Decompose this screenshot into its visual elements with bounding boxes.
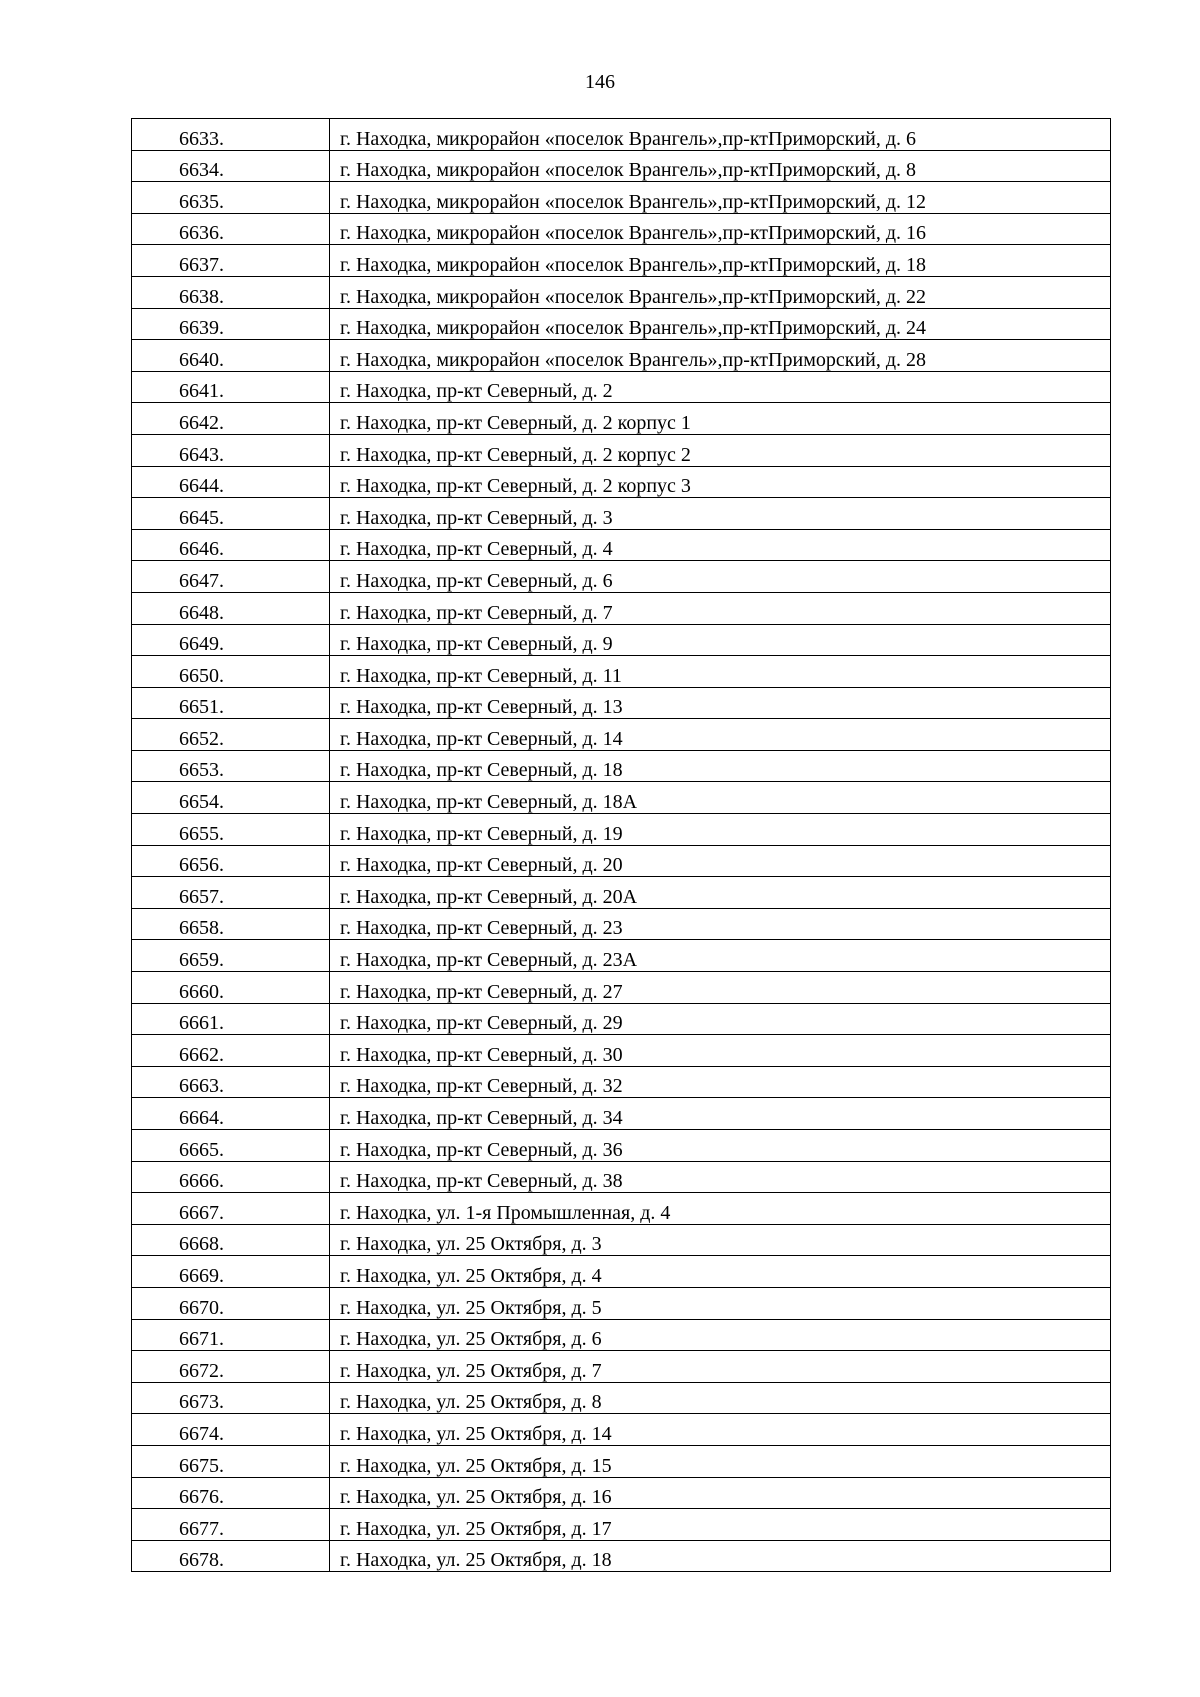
address-cell: г. Находка, пр-кт Северный, д. 2 [330, 371, 1111, 403]
table-row [132, 561, 1111, 593]
table-row [132, 150, 1111, 182]
row-number-cell: 6641. [132, 371, 330, 403]
address-cell: г. Находка, микрорайон «поселок Врангель»,пр-ктПриморский, д. 24 [330, 308, 1111, 340]
table-row [132, 782, 1111, 814]
row-number-cell: 6638. [132, 276, 330, 308]
address-cell: г. Находка, ул. 25 Октября, д. 4 [330, 1256, 1111, 1288]
address-cell: г. Находка, пр-кт Северный, д. 20 [330, 845, 1111, 877]
address-cell: г. Находка, пр-кт Северный, д. 29 [330, 1003, 1111, 1035]
row-number-cell: 6651. [132, 687, 330, 719]
table-row [132, 877, 1111, 909]
address-cell: г. Находка, ул. 25 Октября, д. 17 [330, 1509, 1111, 1541]
row-number-cell: 6650. [132, 656, 330, 688]
row-number-cell: 6661. [132, 1003, 330, 1035]
table-row [132, 1193, 1111, 1225]
row-number-cell: 6646. [132, 529, 330, 561]
row-number-cell: 6672. [132, 1351, 330, 1383]
row-number-cell: 6649. [132, 624, 330, 656]
table-row [132, 972, 1111, 1004]
table-row [132, 719, 1111, 751]
table-row [132, 1256, 1111, 1288]
row-number-cell: 6654. [132, 782, 330, 814]
address-cell: г. Находка, пр-кт Северный, д. 9 [330, 624, 1111, 656]
address-cell: г. Находка, ул. 25 Октября, д. 3 [330, 1224, 1111, 1256]
address-cell: г. Находка, пр-кт Северный, д. 30 [330, 1035, 1111, 1067]
table-row [132, 308, 1111, 340]
row-number-cell: 6642. [132, 403, 330, 435]
row-number-cell: 6647. [132, 561, 330, 593]
row-number-cell: 6673. [132, 1382, 330, 1414]
row-number-cell: 6656. [132, 845, 330, 877]
row-number-cell: 6678. [132, 1540, 330, 1572]
row-number-cell: 6665. [132, 1130, 330, 1162]
table-row [132, 1445, 1111, 1477]
table-row [132, 1161, 1111, 1193]
address-cell: г. Находка, пр-кт Северный, д. 14 [330, 719, 1111, 751]
address-cell: г. Находка, пр-кт Северный, д. 18 [330, 750, 1111, 782]
address-cell: г. Находка, пр-кт Северный, д. 6 [330, 561, 1111, 593]
row-number-cell: 6653. [132, 750, 330, 782]
row-number-cell: 6675. [132, 1445, 330, 1477]
table-row [132, 1540, 1111, 1572]
table-row [132, 1098, 1111, 1130]
address-cell: г. Находка, пр-кт Северный, д. 2 корпус 3 [330, 466, 1111, 498]
page-number: 146 [585, 71, 615, 93]
table-row [132, 1509, 1111, 1541]
row-number-cell: 6652. [132, 719, 330, 751]
table-row [132, 529, 1111, 561]
table-row [132, 498, 1111, 530]
table-row [132, 1224, 1111, 1256]
row-number-cell: 6670. [132, 1287, 330, 1319]
row-number-cell: 6662. [132, 1035, 330, 1067]
address-cell: г. Находка, ул. 25 Октября, д. 6 [330, 1319, 1111, 1351]
table-row [132, 656, 1111, 688]
address-cell: г. Находка, микрорайон «поселок Врангель»,пр-ктПриморский, д. 22 [330, 276, 1111, 308]
table-row [132, 213, 1111, 245]
address-cell: г. Находка, ул. 1-я Промышленная, д. 4 [330, 1193, 1111, 1225]
table-row [132, 592, 1111, 624]
address-cell: г. Находка, ул. 25 Октября, д. 14 [330, 1414, 1111, 1446]
row-number-cell: 6645. [132, 498, 330, 530]
table-row [132, 814, 1111, 846]
row-number-cell: 6663. [132, 1066, 330, 1098]
table-row [132, 340, 1111, 372]
row-number-cell: 6637. [132, 245, 330, 277]
table-row [132, 245, 1111, 277]
row-number-cell: 6634. [132, 150, 330, 182]
table-row [132, 371, 1111, 403]
table-row [132, 1414, 1111, 1446]
row-number-cell: 6655. [132, 814, 330, 846]
address-table [131, 118, 1111, 1572]
address-cell: г. Находка, пр-кт Северный, д. 2 корпус 2 [330, 434, 1111, 466]
address-cell: г. Находка, пр-кт Северный, д. 32 [330, 1066, 1111, 1098]
address-cell: г. Находка, ул. 25 Октября, д. 7 [330, 1351, 1111, 1383]
table-row [132, 276, 1111, 308]
table-row [132, 940, 1111, 972]
address-cell: г. Находка, пр-кт Северный, д. 3 [330, 498, 1111, 530]
row-number-cell: 6644. [132, 466, 330, 498]
table-row [132, 1287, 1111, 1319]
table-row [132, 1477, 1111, 1509]
table-row [132, 119, 1111, 151]
address-cell: г. Находка, пр-кт Северный, д. 20А [330, 877, 1111, 909]
address-cell: г. Находка, пр-кт Северный, д. 27 [330, 972, 1111, 1004]
address-cell: г. Находка, микрорайон «поселок Врангель»,пр-ктПриморский, д. 28 [330, 340, 1111, 372]
table-row [132, 1382, 1111, 1414]
address-cell: г. Находка, микрорайон «поселок Врангель»,пр-ктПриморский, д. 8 [330, 150, 1111, 182]
address-cell: г. Находка, пр-кт Северный, д. 19 [330, 814, 1111, 846]
row-number-cell: 6674. [132, 1414, 330, 1446]
address-cell: г. Находка, пр-кт Северный, д. 13 [330, 687, 1111, 719]
address-table-body [132, 119, 1111, 1572]
address-cell: г. Находка, микрорайон «поселок Врангель»,пр-ктПриморский, д. 18 [330, 245, 1111, 277]
row-number-cell: 6676. [132, 1477, 330, 1509]
address-cell: г. Находка, ул. 25 Октября, д. 16 [330, 1477, 1111, 1509]
address-cell: г. Находка, ул. 25 Октября, д. 15 [330, 1445, 1111, 1477]
table-row [132, 1003, 1111, 1035]
table-row [132, 182, 1111, 214]
address-cell: г. Находка, пр-кт Северный, д. 34 [330, 1098, 1111, 1130]
row-number-cell: 6668. [132, 1224, 330, 1256]
row-number-cell: 6648. [132, 592, 330, 624]
row-number-cell: 6677. [132, 1509, 330, 1541]
address-cell: г. Находка, микрорайон «поселок Врангель»,пр-ктПриморский, д. 12 [330, 182, 1111, 214]
row-number-cell: 6659. [132, 940, 330, 972]
table-row [132, 1130, 1111, 1162]
address-cell: г. Находка, микрорайон «поселок Врангель»,пр-ктПриморский, д. 16 [330, 213, 1111, 245]
row-number-cell: 6671. [132, 1319, 330, 1351]
table-row [132, 434, 1111, 466]
address-cell: г. Находка, пр-кт Северный, д. 36 [330, 1130, 1111, 1162]
address-cell: г. Находка, пр-кт Северный, д. 23А [330, 940, 1111, 972]
table-row [132, 466, 1111, 498]
address-cell: г. Находка, пр-кт Северный, д. 4 [330, 529, 1111, 561]
table-row [132, 750, 1111, 782]
address-cell: г. Находка, пр-кт Северный, д. 11 [330, 656, 1111, 688]
table-row [132, 1035, 1111, 1067]
row-number-cell: 6640. [132, 340, 330, 372]
table-row [132, 1351, 1111, 1383]
row-number-cell: 6639. [132, 308, 330, 340]
table-row [132, 845, 1111, 877]
address-cell: г. Находка, ул. 25 Октября, д. 18 [330, 1540, 1111, 1572]
table-row [132, 1066, 1111, 1098]
row-number-cell: 6633. [132, 119, 330, 151]
address-cell: г. Находка, пр-кт Северный, д. 38 [330, 1161, 1111, 1193]
table-row [132, 687, 1111, 719]
table-row [132, 908, 1111, 940]
address-cell: г. Находка, микрорайон «поселок Врангель»,пр-ктПриморский, д. 6 [330, 119, 1111, 151]
address-cell: г. Находка, ул. 25 Октября, д. 8 [330, 1382, 1111, 1414]
table-row [132, 1319, 1111, 1351]
row-number-cell: 6657. [132, 877, 330, 909]
table-row [132, 403, 1111, 435]
table-row [132, 624, 1111, 656]
address-cell: г. Находка, ул. 25 Октября, д. 5 [330, 1287, 1111, 1319]
row-number-cell: 6664. [132, 1098, 330, 1130]
address-cell: г. Находка, пр-кт Северный, д. 18А [330, 782, 1111, 814]
row-number-cell: 6660. [132, 972, 330, 1004]
row-number-cell: 6667. [132, 1193, 330, 1225]
row-number-cell: 6635. [132, 182, 330, 214]
address-cell: г. Находка, пр-кт Северный, д. 2 корпус 1 [330, 403, 1111, 435]
address-cell: г. Находка, пр-кт Северный, д. 23 [330, 908, 1111, 940]
row-number-cell: 6636. [132, 213, 330, 245]
address-cell: г. Находка, пр-кт Северный, д. 7 [330, 592, 1111, 624]
row-number-cell: 6643. [132, 434, 330, 466]
row-number-cell: 6658. [132, 908, 330, 940]
row-number-cell: 6666. [132, 1161, 330, 1193]
row-number-cell: 6669. [132, 1256, 330, 1288]
